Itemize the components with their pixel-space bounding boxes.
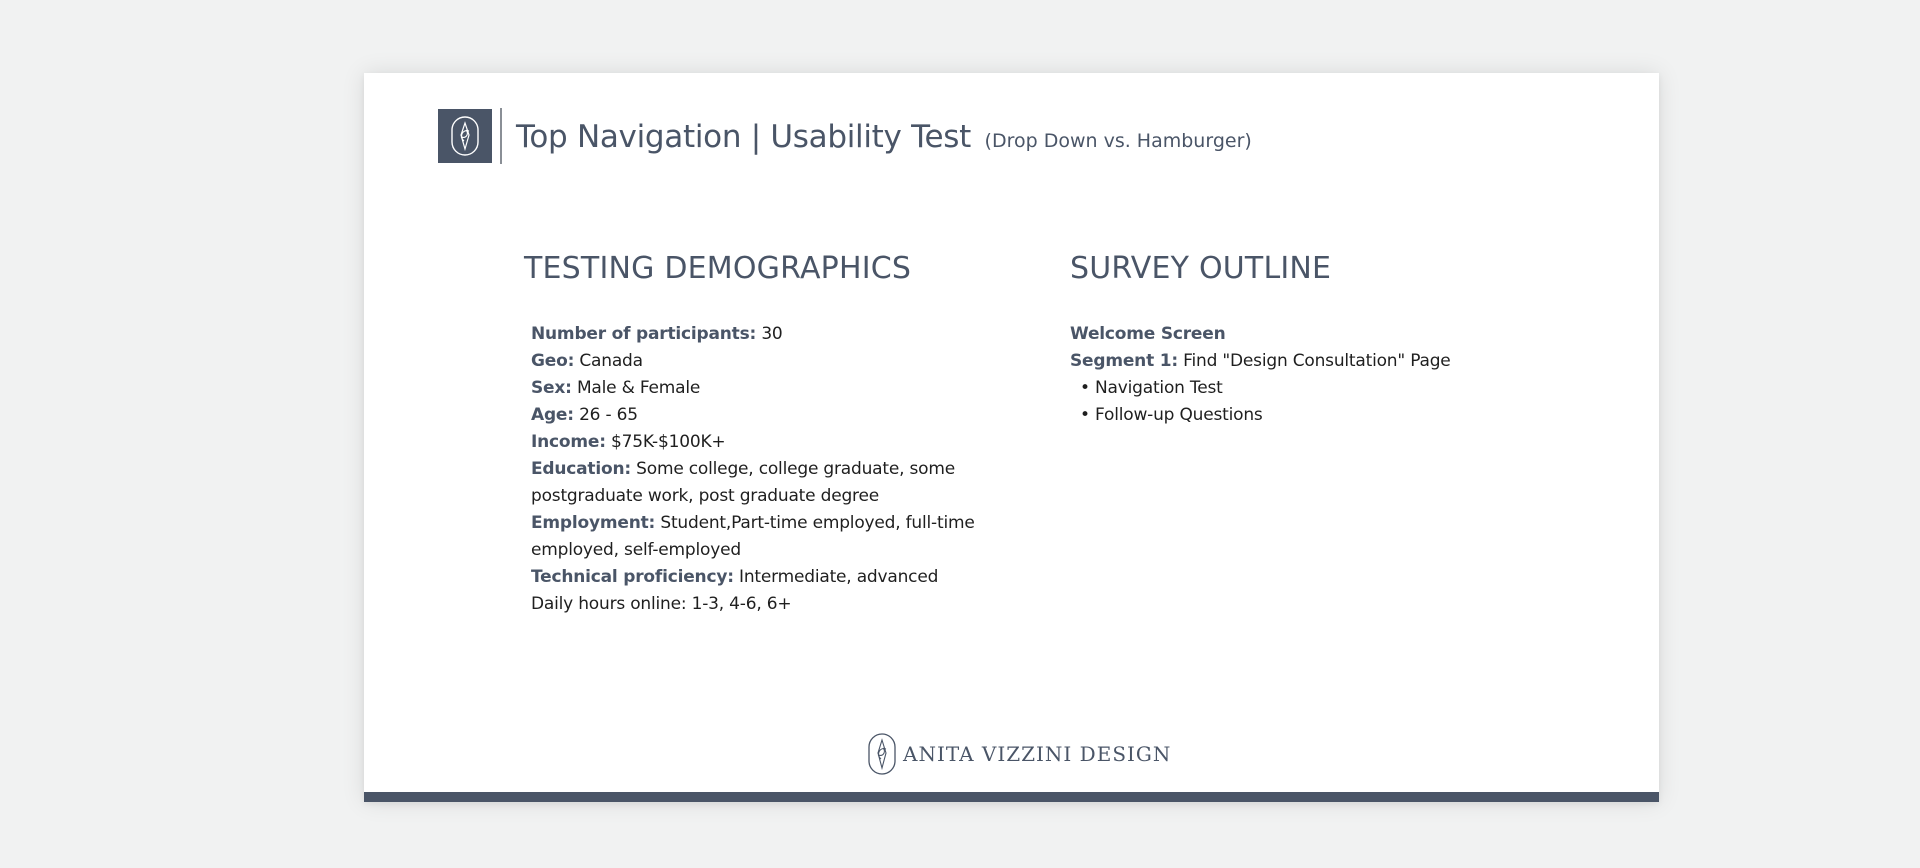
survey-list	[1070, 321, 1530, 429]
demographics-heading: TESTING DEMOGRAPHICS	[524, 251, 912, 286]
row-value: Some college, college graduate, some postgraduate work, post graduate degree	[531, 459, 955, 506]
row-value: Student,Part-time employed, full-time employed, self-employed	[531, 513, 975, 560]
survey-bullet-follow-up: • Follow-up Questions	[1080, 405, 1263, 425]
survey-welcome: Welcome Screen	[1070, 324, 1226, 344]
row-label: Technical proficiency:	[531, 567, 734, 587]
row-value: 26 - 65	[573, 405, 638, 425]
row-label: Geo:	[531, 351, 575, 371]
slide	[364, 73, 1659, 802]
row-value: Canada	[574, 351, 643, 371]
segment-label: Segment 1:	[1070, 351, 1178, 371]
footer-brand	[867, 732, 1171, 776]
demographics-section	[524, 249, 984, 618]
survey-segment-1	[1070, 348, 1530, 375]
title-subtitle: (Drop Down vs. Hamburger)	[984, 130, 1252, 152]
demographics-list	[524, 321, 984, 618]
row-label: Employment:	[531, 513, 656, 533]
row-value: Male & Female	[571, 378, 701, 398]
row-label: Number of participants:	[531, 324, 757, 344]
segment-value: Find "Design Consultation" Page	[1177, 351, 1451, 371]
demographic-age	[531, 402, 984, 429]
footer-bar	[364, 792, 1659, 802]
row-value: 30	[756, 324, 783, 344]
monogram-logo-icon	[449, 115, 481, 157]
demographic-income	[531, 429, 984, 456]
row-value: $75K-$100K+	[605, 432, 726, 452]
row-label: Age:	[531, 405, 574, 425]
title-divider	[500, 108, 502, 164]
demographic-geo	[531, 348, 984, 375]
title-main: Top Navigation | Usability Test	[516, 119, 971, 155]
brand-name: ANITA VIZZINI DESIGN	[903, 742, 1172, 766]
demographic-technical-proficiency	[531, 564, 984, 591]
brand-monogram-icon	[867, 732, 897, 776]
page-title	[516, 117, 1252, 161]
demographic-daily-hours	[531, 591, 984, 618]
survey-section	[1070, 249, 1530, 429]
header-logo	[438, 109, 492, 163]
row-label: Sex:	[531, 378, 572, 398]
row-label: Education:	[531, 459, 631, 479]
row-label: Income:	[531, 432, 606, 452]
demographic-participants	[531, 321, 984, 348]
demographic-sex	[531, 375, 984, 402]
row-value: Daily hours online: 1-3, 4-6, 6+	[531, 594, 792, 614]
survey-heading: SURVEY OUTLINE	[1070, 251, 1332, 286]
row-value: Intermediate, advanced	[733, 567, 939, 587]
survey-bullet-navigation-test: • Navigation Test	[1080, 378, 1223, 398]
demographic-employment	[531, 510, 984, 564]
demographic-education	[531, 456, 984, 510]
